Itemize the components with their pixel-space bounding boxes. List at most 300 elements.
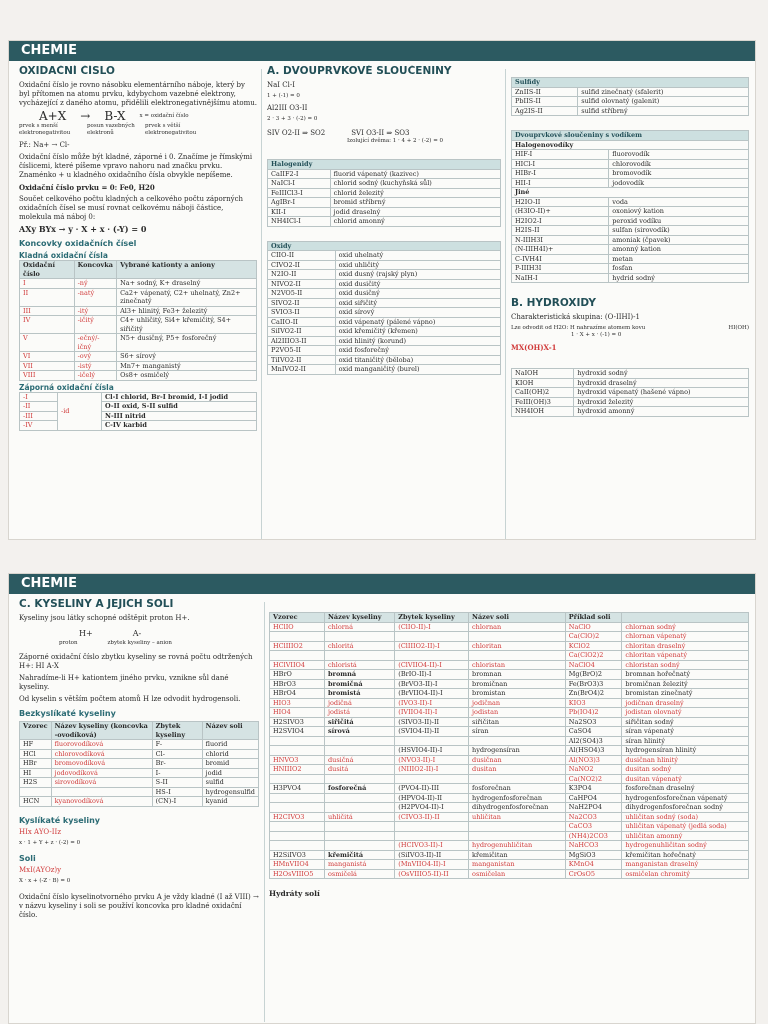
final-note: Oxidační číslo kyselinotvorného prvku A je vždy kladné (I až VIII) → v názvu kyseliny i soli se používí koncovka pro kladné oxidační číslo. bbox=[19, 892, 259, 919]
oxidation-example: Př.: Na+ → Cl- bbox=[19, 141, 70, 149]
acids-paragraph-2: Nahradíme-li H+ kationtem jiného prvku, vznikne sůl dané kyseliny. bbox=[19, 674, 229, 691]
formula: HClVIIO4 bbox=[270, 660, 325, 670]
residue-label: zbytek kyseliny – anion bbox=[107, 640, 172, 646]
formula: HClIO bbox=[270, 622, 325, 632]
oxidation-diagram bbox=[39, 109, 257, 123]
salt-name: siřičitan bbox=[469, 717, 566, 727]
table-row bbox=[268, 289, 501, 299]
salt-example-name: bromistan zinečnatý bbox=[622, 689, 749, 699]
name: sulfid stříbrný bbox=[578, 106, 749, 116]
examples: C-IV karbid bbox=[102, 421, 257, 431]
table-row bbox=[20, 306, 257, 316]
salt-example-name: dusitan sodný bbox=[622, 765, 749, 775]
formula: PbIIS-II bbox=[512, 97, 578, 107]
formula: SVIO3-II bbox=[268, 308, 336, 318]
table-header: Vzorec bbox=[20, 722, 52, 740]
residue: (OsVIIIO5-II)-II bbox=[395, 869, 469, 879]
table-row bbox=[270, 803, 749, 813]
salt-name: bromnan bbox=[469, 670, 566, 680]
formula: (H3IO-II)+ bbox=[512, 207, 609, 217]
negative-endings-table bbox=[19, 392, 257, 431]
salts-formula: MxI(AYOz)y bbox=[19, 865, 62, 874]
table-row bbox=[20, 797, 259, 807]
residue: (IVIIO4-II)-I bbox=[395, 708, 469, 718]
hydroxides-title: B. HYDROXIDY bbox=[511, 297, 596, 309]
residue: F- bbox=[152, 740, 202, 750]
formula: N-IIIH3I bbox=[512, 235, 609, 245]
ending: -id bbox=[58, 392, 102, 430]
salt-example-name: jodičnan draselný bbox=[622, 698, 749, 708]
acid-name: sírová bbox=[324, 727, 394, 737]
table-row bbox=[270, 708, 749, 718]
acid-name: bromovodíková bbox=[51, 759, 152, 769]
oxy-acids-formula: HIx AYO-IIz bbox=[19, 827, 62, 836]
salt-example: KClO2 bbox=[565, 641, 622, 651]
formula: KII-I bbox=[268, 207, 331, 217]
salt-example-name: osmičelan chromitý bbox=[622, 869, 749, 879]
formula bbox=[270, 793, 325, 803]
table-row bbox=[20, 316, 257, 334]
table-row bbox=[512, 197, 749, 207]
formula: H2SiIVO3 bbox=[270, 850, 325, 860]
name: chlorovodík bbox=[609, 159, 749, 169]
table-row bbox=[270, 841, 749, 851]
salt-name: fluorid bbox=[202, 740, 258, 750]
formula bbox=[270, 822, 325, 832]
salt-name: chlorid bbox=[202, 749, 258, 759]
salt-example: Fe(BrO3)3 bbox=[565, 679, 622, 689]
column-divider bbox=[261, 69, 262, 539]
salt-example: Ca(ClO)2 bbox=[565, 632, 622, 642]
acid-name bbox=[324, 803, 394, 813]
acid-name bbox=[324, 746, 394, 756]
formula: MnIVO2-II bbox=[268, 365, 336, 375]
salt-example-name: bromičnan železitý bbox=[622, 679, 749, 689]
table-header: Koncovka bbox=[74, 261, 116, 279]
salt-example: NaHCO3 bbox=[565, 841, 622, 851]
residue: (ClIIIO2-II)-I bbox=[395, 641, 469, 651]
table-row bbox=[270, 679, 749, 689]
chemistry-card-top bbox=[8, 40, 756, 540]
examples: N-III nitrid bbox=[102, 411, 257, 421]
formula: NH4ICl-I bbox=[268, 217, 331, 227]
salt-example-name: dusičnan hlinitý bbox=[622, 755, 749, 765]
residue: (BrVO3-II)-I bbox=[395, 679, 469, 689]
table-row bbox=[270, 831, 749, 841]
name: hydrid sodný bbox=[609, 273, 749, 283]
table-row bbox=[268, 251, 501, 261]
residue: S-II bbox=[152, 778, 202, 788]
card-header: CHEMIE bbox=[9, 41, 755, 61]
table-row bbox=[270, 860, 749, 870]
examples: O-II oxid, S-II sulfid bbox=[102, 402, 257, 412]
name: oxid fosforečný bbox=[335, 346, 500, 356]
acids-intro: Kyseliny jsou látky schopné odštěpit proton H+. bbox=[19, 614, 190, 622]
ox-number: I bbox=[20, 279, 75, 289]
formula bbox=[270, 841, 325, 851]
formula: CaII(OH)2 bbox=[512, 388, 574, 398]
diagram-label-2: posun vazebných elektronů bbox=[87, 123, 135, 136]
salt-example: NaClO4 bbox=[565, 660, 622, 670]
halides-title: Halogenidy bbox=[268, 160, 501, 170]
residue: (HPVO4-II)-II bbox=[395, 793, 469, 803]
arrow-right-icon: → bbox=[80, 109, 91, 123]
hydroxides-note: Lze odvodit od H2O: H nahrazíme atomem kovu bbox=[511, 325, 646, 331]
card-header: CHEMIE bbox=[9, 574, 755, 594]
ox-number: IV bbox=[20, 316, 75, 334]
table-row bbox=[512, 226, 749, 236]
name: fosfan bbox=[609, 264, 749, 274]
formula bbox=[270, 651, 325, 661]
salt-example-name: síran vápenatý bbox=[622, 727, 749, 737]
name: oxid dusičitý bbox=[335, 279, 500, 289]
salt-example-name: křemičitan hořečnatý bbox=[622, 850, 749, 860]
oxidation-number-column bbox=[19, 65, 257, 537]
salt-example: Na2SO3 bbox=[565, 717, 622, 727]
acid-name: jodičná bbox=[324, 698, 394, 708]
chemistry-card-bottom bbox=[8, 573, 756, 1024]
table-row bbox=[512, 150, 749, 160]
table-row bbox=[20, 361, 257, 371]
formula: N2IO-II bbox=[268, 270, 336, 280]
table-row bbox=[268, 298, 501, 308]
table-row bbox=[512, 169, 749, 179]
diagram-from: A+X bbox=[39, 109, 67, 123]
salt-example-name: uhličitan amonný bbox=[622, 831, 749, 841]
table-row bbox=[512, 87, 749, 97]
formula: P-IIIH3I bbox=[512, 264, 609, 274]
formula: HF bbox=[20, 740, 52, 750]
name: amonný kation bbox=[609, 245, 749, 255]
salt-example-name: chloritan vápenatý bbox=[622, 651, 749, 661]
residue bbox=[395, 736, 469, 746]
ox-number: VI bbox=[20, 352, 75, 362]
binary-example-3: SIV O2-II ⇒ SO2 bbox=[267, 129, 326, 137]
formula: HBrO3 bbox=[270, 679, 325, 689]
name: oxid siřičitý bbox=[335, 298, 500, 308]
table-row bbox=[512, 106, 749, 116]
table-row bbox=[512, 207, 749, 217]
salt-name: sulfid bbox=[202, 778, 258, 788]
table-row bbox=[268, 365, 501, 375]
salt-example-name: hydrogenfosforečnan vápenatý bbox=[622, 793, 749, 803]
oxidation-paragraph-3: Součet celkového počtu kladných a celkového počtu záporných oxidačních čísel se musí rovnat celkovému náboji částice, molekula má náboj 0: bbox=[19, 195, 243, 221]
salt-example-name: dihydrogenfosforečnan sodný bbox=[622, 803, 749, 813]
residue bbox=[395, 651, 469, 661]
table-row bbox=[268, 355, 501, 365]
formula bbox=[270, 803, 325, 813]
residue: Br- bbox=[152, 759, 202, 769]
table-header: Zbytek kyseliny bbox=[152, 722, 202, 740]
residue bbox=[395, 632, 469, 642]
acids-paragraph-3: Od kyselin s větším počtem atomů H lze odvodit hydrogensoli. bbox=[19, 695, 241, 703]
salt-example: CaHPO4 bbox=[565, 793, 622, 803]
salt-name: síran bbox=[469, 727, 566, 737]
residue: (ClIO-II)-I bbox=[395, 622, 469, 632]
formula: HI bbox=[20, 768, 52, 778]
name: chlorid sodný (kuchyňská sůl) bbox=[330, 179, 500, 189]
name: fluorovodík bbox=[609, 150, 749, 160]
diagram-labels bbox=[19, 123, 257, 137]
formula bbox=[270, 736, 325, 746]
ox-number: -IV bbox=[20, 421, 58, 431]
salt-example-name: síran hlinitý bbox=[622, 736, 749, 746]
formula: CIVO2-II bbox=[268, 260, 336, 270]
table-row bbox=[20, 334, 257, 352]
acid-name: bromistá bbox=[324, 689, 394, 699]
acid-name: manganistá bbox=[324, 860, 394, 870]
ox-number: -I bbox=[20, 392, 58, 402]
examples: S6+ sírový bbox=[117, 352, 257, 362]
formula: H2IO2-I bbox=[512, 216, 609, 226]
table-row bbox=[512, 264, 749, 274]
residue: Cl- bbox=[152, 749, 202, 759]
table-row bbox=[20, 768, 259, 778]
salt-name: bromid bbox=[202, 759, 258, 769]
salt-name: hydrogensulfid bbox=[202, 787, 258, 797]
ending: -ičelý bbox=[74, 371, 116, 381]
table-row bbox=[512, 245, 749, 255]
formula: N2VO5-II bbox=[268, 289, 336, 299]
acid-name bbox=[324, 651, 394, 661]
salt-name: chloritan bbox=[469, 641, 566, 651]
salt-example-name: manganistan draselný bbox=[622, 860, 749, 870]
table-row bbox=[270, 746, 749, 756]
acid-name: sirovodíková bbox=[51, 778, 152, 788]
ending: -ový bbox=[74, 352, 116, 362]
table-header: Zbytek kyseliny bbox=[395, 613, 469, 623]
table-row bbox=[512, 254, 749, 264]
examples: Os8+ osmičelý bbox=[117, 371, 257, 381]
oxidation-intro: Oxidační číslo je rovno násobku elementárního náboje, který by byl přítomen na atomu prvku, kdybychom vazebné elektrony, vycházející z daného atomu, přidělili elektronegativnějšímu atomu. bbox=[19, 81, 257, 107]
residue bbox=[395, 822, 469, 832]
name: oxid titaničitý (běloba) bbox=[335, 355, 500, 365]
salts-eq: X · x + (-Z · B) = 0 bbox=[19, 877, 71, 884]
name: jodovodík bbox=[609, 178, 749, 188]
ox-number: -II bbox=[20, 402, 58, 412]
table-row bbox=[270, 670, 749, 680]
hydroxides-note-row bbox=[511, 325, 749, 332]
oxides-title: Oxidy bbox=[268, 241, 501, 251]
ending: -ečný/-ičný bbox=[74, 334, 116, 352]
formula: HIO3 bbox=[270, 698, 325, 708]
salt-example: (NH4)2CO3 bbox=[565, 831, 622, 841]
table-row bbox=[268, 188, 501, 198]
formula: H2CIVO3 bbox=[270, 812, 325, 822]
formula: NaIOH bbox=[512, 369, 574, 379]
formula: H3PVO4 bbox=[270, 784, 325, 794]
table-row bbox=[270, 774, 749, 784]
binary-compounds-title: A. DVOUPRVKOVÉ SLOUČENINY bbox=[267, 65, 452, 77]
salt-example: Al2(SO4)3 bbox=[565, 736, 622, 746]
ox-number: VII bbox=[20, 361, 75, 371]
acid-name: uhličitá bbox=[324, 812, 394, 822]
acid-name bbox=[324, 822, 394, 832]
residue: (PVO4-II)-III bbox=[395, 784, 469, 794]
salt-example: Zn(BrO4)2 bbox=[565, 689, 622, 699]
name: oxid sírový bbox=[335, 308, 500, 318]
acid-name: fosforečná bbox=[324, 784, 394, 794]
formula bbox=[270, 774, 325, 784]
sulfides-title: Sulfidy bbox=[512, 78, 749, 88]
name: jodid draselný bbox=[330, 207, 500, 217]
residue: (ClVIIO4-II)-I bbox=[395, 660, 469, 670]
formula: HIF-I bbox=[512, 150, 609, 160]
formula: KIOH bbox=[512, 378, 574, 388]
formula: FeIIICl3-I bbox=[268, 188, 331, 198]
binary-acids-table bbox=[19, 721, 259, 807]
salt-name: manganistan bbox=[469, 860, 566, 870]
salt-name: uhličitan bbox=[469, 812, 566, 822]
name: oxid vápenatý (pálené vápno) bbox=[335, 317, 500, 327]
residue: (BrIO-II)-I bbox=[395, 670, 469, 680]
formula: HBrO bbox=[270, 670, 325, 680]
proton-label: proton bbox=[59, 640, 78, 646]
formula bbox=[20, 787, 52, 797]
table-header: Název kyseliny (koncovka -ovodíková) bbox=[51, 722, 152, 740]
residue: (SIVO3-II)-II bbox=[395, 717, 469, 727]
name: sulfid zinečnatý (sfalerit) bbox=[578, 87, 749, 97]
formula: Ag2IS-II bbox=[512, 106, 578, 116]
table-row bbox=[270, 660, 749, 670]
table-row bbox=[20, 778, 259, 788]
table-row bbox=[512, 216, 749, 226]
acid-name: jodovodíková bbox=[51, 768, 152, 778]
salt-name: osmičelan bbox=[469, 869, 566, 879]
formula: H2IS-II bbox=[512, 226, 609, 236]
acids-title: C. KYSELINY A JEJICH SOLI bbox=[19, 598, 174, 610]
salt-example: Pb(IO4)2 bbox=[565, 708, 622, 718]
name: hydroxid draselný bbox=[574, 378, 749, 388]
hydroxides-formula: MX(OH)X-1 bbox=[511, 343, 557, 352]
name: sulfid olovnatý (galenit) bbox=[578, 97, 749, 107]
table-row bbox=[512, 369, 749, 379]
diagram-label-1: prvek s menší elektronegativitou bbox=[19, 123, 71, 136]
salt-example: CaCO3 bbox=[565, 822, 622, 832]
table-row bbox=[512, 178, 749, 188]
acid-name bbox=[324, 831, 394, 841]
salt-example: KIO3 bbox=[565, 698, 622, 708]
salt-example: NaNO2 bbox=[565, 765, 622, 775]
endings-title: Koncovky oxidačních čísel bbox=[19, 239, 137, 248]
halides-table bbox=[267, 159, 501, 227]
salt-example: CaSO4 bbox=[565, 727, 622, 737]
table-row bbox=[20, 421, 257, 431]
examples: Al3+ hlinitý, Fe3+ železitý bbox=[117, 306, 257, 316]
table-row bbox=[20, 279, 257, 289]
binary-examples-sulfur bbox=[267, 129, 501, 138]
salt-example: NaClO bbox=[565, 622, 622, 632]
name: oxoniový kation bbox=[609, 207, 749, 217]
acid-name: jodistá bbox=[324, 708, 394, 718]
table-row bbox=[268, 270, 501, 280]
ox-number: II bbox=[20, 288, 75, 306]
formula: HCl bbox=[20, 749, 52, 759]
salt-name: hydrogensíran bbox=[469, 746, 566, 756]
table-row bbox=[270, 651, 749, 661]
hydroxides-eq: 1 · X + x · (-1) = 0 bbox=[571, 332, 622, 338]
table-row bbox=[270, 765, 749, 775]
salt-example-name: chlornan sodný bbox=[622, 622, 749, 632]
ending: -ičitý bbox=[74, 316, 116, 334]
name: oxid uhelnatý bbox=[335, 251, 500, 261]
formula: ZnIIS-II bbox=[512, 87, 578, 97]
table-row bbox=[270, 717, 749, 727]
formula: Al2IIIO3-II bbox=[268, 336, 336, 346]
table-row bbox=[270, 793, 749, 803]
acid-name bbox=[324, 793, 394, 803]
name: hydroxid vápenatý (hašené vápno) bbox=[574, 388, 749, 398]
salt-example-name: siřičitan sodný bbox=[622, 717, 749, 727]
table-row bbox=[20, 749, 259, 759]
formula: HCN bbox=[20, 797, 52, 807]
table-row bbox=[270, 622, 749, 632]
formula: SiIVO2-II bbox=[268, 327, 336, 337]
table-row bbox=[20, 402, 257, 412]
sulfides-table bbox=[511, 77, 749, 116]
hydrogen-compounds-table bbox=[511, 130, 749, 283]
salt-example: K3PO4 bbox=[565, 784, 622, 794]
binary-acids-title: Bezkyslíkaté kyseliny bbox=[19, 709, 116, 718]
acid-name: dusitá bbox=[324, 765, 394, 775]
hydroxides-intro: Charakteristická skupina: (O-IIHI)-1 bbox=[511, 313, 640, 321]
name: oxid dusičný bbox=[335, 289, 500, 299]
salt-name: fosforečnan bbox=[469, 784, 566, 794]
salt-name: bromistan bbox=[469, 689, 566, 699]
salt-example-name: bromnan hořečnatý bbox=[622, 670, 749, 680]
examples: Ca2+ vápenatý, C2+ uhelnatý, Zn2+ zinečnatý bbox=[117, 288, 257, 306]
table-row bbox=[512, 159, 749, 169]
residue: (HCIVO3-II)-I bbox=[395, 841, 469, 851]
residue: (CIVO3-II)-II bbox=[395, 812, 469, 822]
salt-name: jodistan bbox=[469, 708, 566, 718]
table-row bbox=[20, 392, 257, 402]
salt-example: KMnO4 bbox=[565, 860, 622, 870]
acid-name bbox=[324, 841, 394, 851]
formula: HNVO3 bbox=[270, 755, 325, 765]
salt-example-name: chloristan sodný bbox=[622, 660, 749, 670]
formula bbox=[270, 831, 325, 841]
formula: CIIO-II bbox=[268, 251, 336, 261]
salt-example-name: hydrogensíran hlinitý bbox=[622, 746, 749, 756]
formula: H2SIVO3 bbox=[270, 717, 325, 727]
ox-number: VIII bbox=[20, 371, 75, 381]
formula: AgIBr-I bbox=[268, 198, 331, 208]
salt-example: NaH2PO4 bbox=[565, 803, 622, 813]
name: metan bbox=[609, 254, 749, 264]
acid-name bbox=[51, 787, 152, 797]
table-row bbox=[270, 689, 749, 699]
formula: P2VO5-II bbox=[268, 346, 336, 356]
oxidation-paragraph-2: Oxidační číslo prvku = 0: Fe0, H20 bbox=[19, 183, 155, 192]
acid-name: bromná bbox=[324, 670, 394, 680]
table-header: Vzorec bbox=[270, 613, 325, 623]
table-header: Název soli bbox=[202, 722, 258, 740]
formula: NIVO2-II bbox=[268, 279, 336, 289]
salt-name: jodičnan bbox=[469, 698, 566, 708]
name: sulfan (sirovodík) bbox=[609, 226, 749, 236]
acid-name: chlorovodíková bbox=[51, 749, 152, 759]
table-row bbox=[268, 346, 501, 356]
name: oxid uhličitý bbox=[335, 260, 500, 270]
table-row bbox=[512, 397, 749, 407]
table-row bbox=[20, 371, 257, 381]
formula: HNIIIO2 bbox=[270, 765, 325, 775]
residue: (BrVIIO4-II)-I bbox=[395, 689, 469, 699]
formula: HMnVIIO4 bbox=[270, 860, 325, 870]
residue: (CN)-I bbox=[152, 797, 202, 807]
table-row bbox=[270, 822, 749, 832]
